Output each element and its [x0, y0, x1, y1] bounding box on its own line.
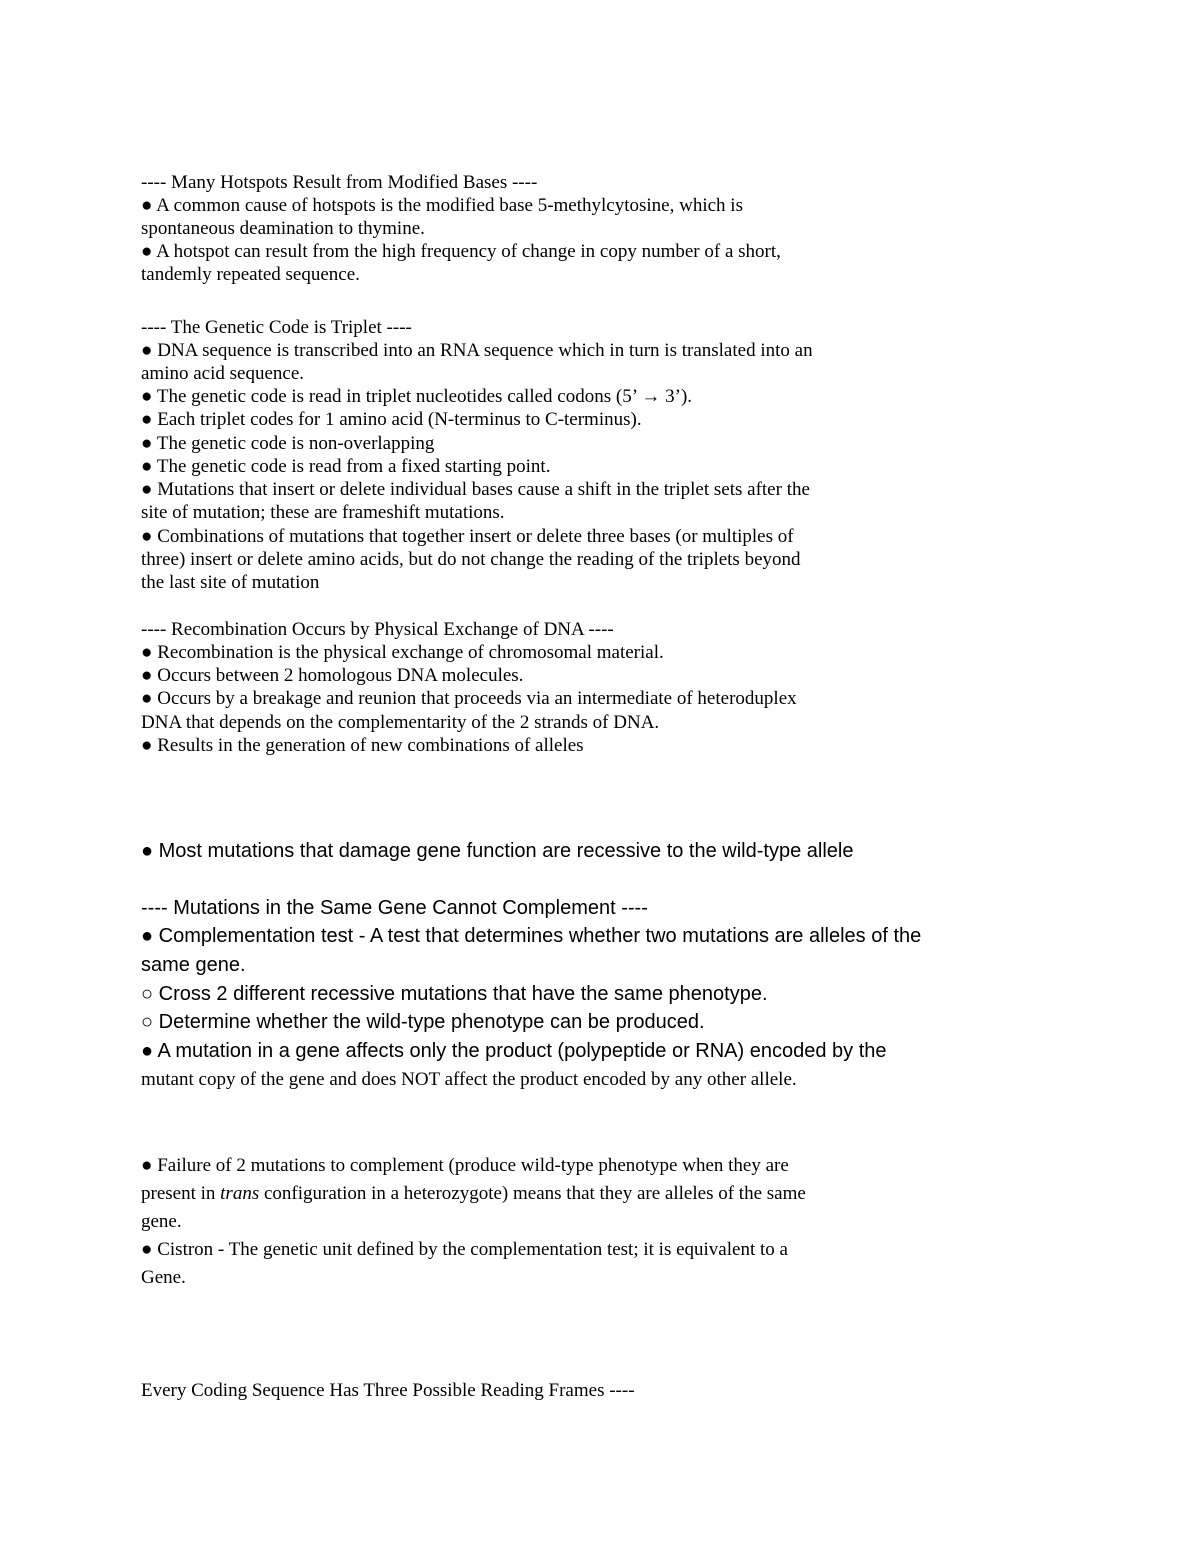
bullet-line-cistron: ● Cistron - The genetic unit defined by the complementation test; it is equivalent to a — [141, 1239, 788, 1260]
section-heading-genetic-code: ---- The Genetic Code is Triplet ---- — [141, 317, 412, 338]
sub-bullet-line: ○ Determine whether the wild-type phenotype can be produced. — [141, 1011, 705, 1033]
sub-bullet-line: ○ Cross 2 different recessive mutations that have the same phenotype. — [141, 983, 768, 1005]
text-line: three) insert or delete amino acids, but do not change the reading of the triplets beyond — [141, 549, 801, 570]
text-line: spontaneous deamination to thymine. — [141, 218, 425, 239]
bullet-line-failure: ● Failure of 2 mutations to complement (produce wild-type phenotype when they are — [141, 1155, 789, 1176]
bullet-line: ● The genetic code is non-overlapping — [141, 433, 435, 454]
bullet-line: ● A mutation in a gene affects only the product (polypeptide or RNA) encoded by the — [141, 1040, 887, 1062]
bullet-line: ● Each triplet codes for 1 amino acid (N-terminus to C-terminus). — [141, 409, 642, 430]
bullet-line: ● Mutations that insert or delete individual bases cause a shift in the triplet sets after the — [141, 479, 810, 500]
text-line: tandemly repeated sequence. — [141, 264, 360, 285]
text-span: present in — [141, 1183, 221, 1204]
bullet-line: ● Occurs by a breakage and reunion that proceeds via an intermediate of heteroduplex — [141, 688, 797, 709]
bullet-line: ● A common cause of hotspots is the modified base 5-methylcytosine, which is — [141, 195, 743, 216]
bullet-line: ● Results in the generation of new combinations of alleles — [141, 735, 584, 756]
text-line: mutant copy of the gene and does NOT affect the product encoded by any other allele. — [141, 1069, 797, 1090]
bullet-line: ● The genetic code is read from a fixed starting point. — [141, 456, 551, 477]
bullet-line-recessive: ● Most mutations that damage gene function are recessive to the wild-type allele — [141, 840, 854, 862]
text-span: configuration in a heterozygote) means that they are alleles of the same — [259, 1183, 806, 1204]
section-heading-complementation: ---- Mutations in the Same Gene Cannot Complement ---- — [141, 897, 648, 919]
text-line: Gene. — [141, 1267, 186, 1288]
text-line: same gene. — [141, 954, 246, 976]
bullet-line: ● Combinations of mutations that together insert or delete three bases (or multiples of — [141, 526, 794, 547]
text-line — [141, 1182, 806, 1205]
text-line: the last site of mutation — [141, 572, 320, 593]
section-heading-hotspots: ---- Many Hotspots Result from Modified Bases ---- — [141, 172, 538, 193]
text-line: DNA that depends on the complementarity of the 2 strands of DNA. — [141, 712, 660, 733]
bullet-line: ● A hotspot can result from the high frequency of change in copy number of a short, — [141, 241, 781, 262]
section-heading-recombination: ---- Recombination Occurs by Physical Exchange of DNA ---- — [141, 619, 614, 640]
bullet-line: ● Complementation test - A test that determines whether two mutations are alleles of the — [141, 925, 922, 947]
italic-term-trans: trans — [220, 1183, 260, 1204]
bullet-line: ● DNA sequence is transcribed into an RNA sequence which in turn is translated into an — [141, 340, 813, 361]
bullet-line: ● Recombination is the physical exchange of chromosomal material. — [141, 642, 664, 663]
section-heading-reading-frames: Every Coding Sequence Has Three Possible Reading Frames ---- — [141, 1380, 635, 1401]
text-line: amino acid sequence. — [141, 363, 305, 384]
bullet-line: ● Occurs between 2 homologous DNA molecules. — [141, 665, 524, 686]
bullet-line: ● The genetic code is read in triplet nucleotides called codons (5’ → 3’). — [141, 386, 693, 407]
text-line: gene. — [141, 1211, 182, 1232]
text-line: site of mutation; these are frameshift mutations. — [141, 502, 505, 523]
